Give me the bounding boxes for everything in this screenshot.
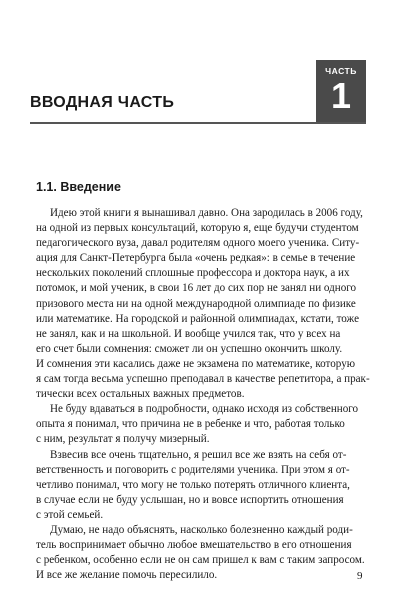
text-line: тель воспринимает обычно любое вмешательство в его отношения	[36, 539, 352, 552]
text-line: потомок, и мой ученик, в свои 16 лет до сих пор не занял ни одного	[36, 282, 357, 295]
text-line: в случае если не буду услышан, но и вовсе испортить отношения	[36, 493, 344, 506]
body-text	[36, 206, 370, 583]
text-line: И сомнения эти касались даже не экзамена по математике, которую	[36, 357, 356, 370]
text-line: с этой семьей.	[36, 508, 104, 521]
text-line: нескольких поколений сплошные профессора и доктора наук, а их	[36, 267, 350, 280]
text-line: я сам тогда весьма успешно преподавал в качестве репетитора, а прак-	[36, 373, 370, 386]
text-line: Идею этой книги я вынашивал давно. Она зародилась в 2006 году,	[50, 207, 363, 219]
text-line: на одной из первых консультаций, которую я, еще будучи студентом	[36, 222, 359, 235]
text-line: тически всех остальных важных предметов.	[36, 388, 245, 401]
text-line: его счет были сомнения: сможет ли он успешно окончить школу.	[36, 342, 343, 355]
text-line: педагогического вуза, давал родителям одного моего ученика. Ситу-	[36, 237, 360, 250]
text-line: призового места ни на одной международной олимпиаде по физике	[36, 297, 356, 310]
paragraph	[36, 206, 370, 402]
text-line: с ним, результат я получу мизерный.	[36, 433, 210, 446]
text-line: с ребенком, особенно если не он сам пришел к вам с таким запросом.	[36, 554, 365, 567]
text-line: четливо понимал, что могу не только потерять отличного клиента,	[36, 478, 350, 491]
paragraph	[36, 448, 366, 523]
title-divider	[30, 122, 366, 124]
chapter-number: 1	[330, 75, 352, 116]
text-line: ация для Санкт-Петербурга была «очень редкая»: в семье в течение	[36, 252, 356, 265]
paragraph	[36, 402, 366, 447]
text-line: Взвесив все очень тщательно, я решил все же взять на себя от-	[50, 448, 347, 461]
page-number: 9	[357, 570, 363, 582]
section-title: 1.1. Введение	[36, 180, 121, 194]
text-line: Не буду вдаваться в подробности, однако исходя из собственного	[50, 403, 359, 416]
text-line: ветственность и поговорить с родителями ученика. При этом я от-	[36, 463, 350, 476]
chapter-label: ЧАСТЬ	[325, 66, 357, 76]
part-title: ВВОДНАЯ ЧАСТЬ	[30, 94, 175, 111]
text-line: И все же желание помочь пересилило.	[36, 569, 218, 582]
paragraph	[36, 523, 366, 583]
text-line: или математике. На городской и районной олимпиадах, кстати, тоже	[36, 312, 359, 325]
text-line: опыта я понимал, что причина не в ребенке и что, работая только	[36, 418, 345, 431]
text-line: Думаю, не надо объяснять, насколько болезненно каждый роди-	[50, 523, 353, 536]
chapter-badge	[316, 60, 366, 124]
text-line: не занял, как и на школьной. И вообще учился так, что у всех на	[36, 327, 341, 340]
